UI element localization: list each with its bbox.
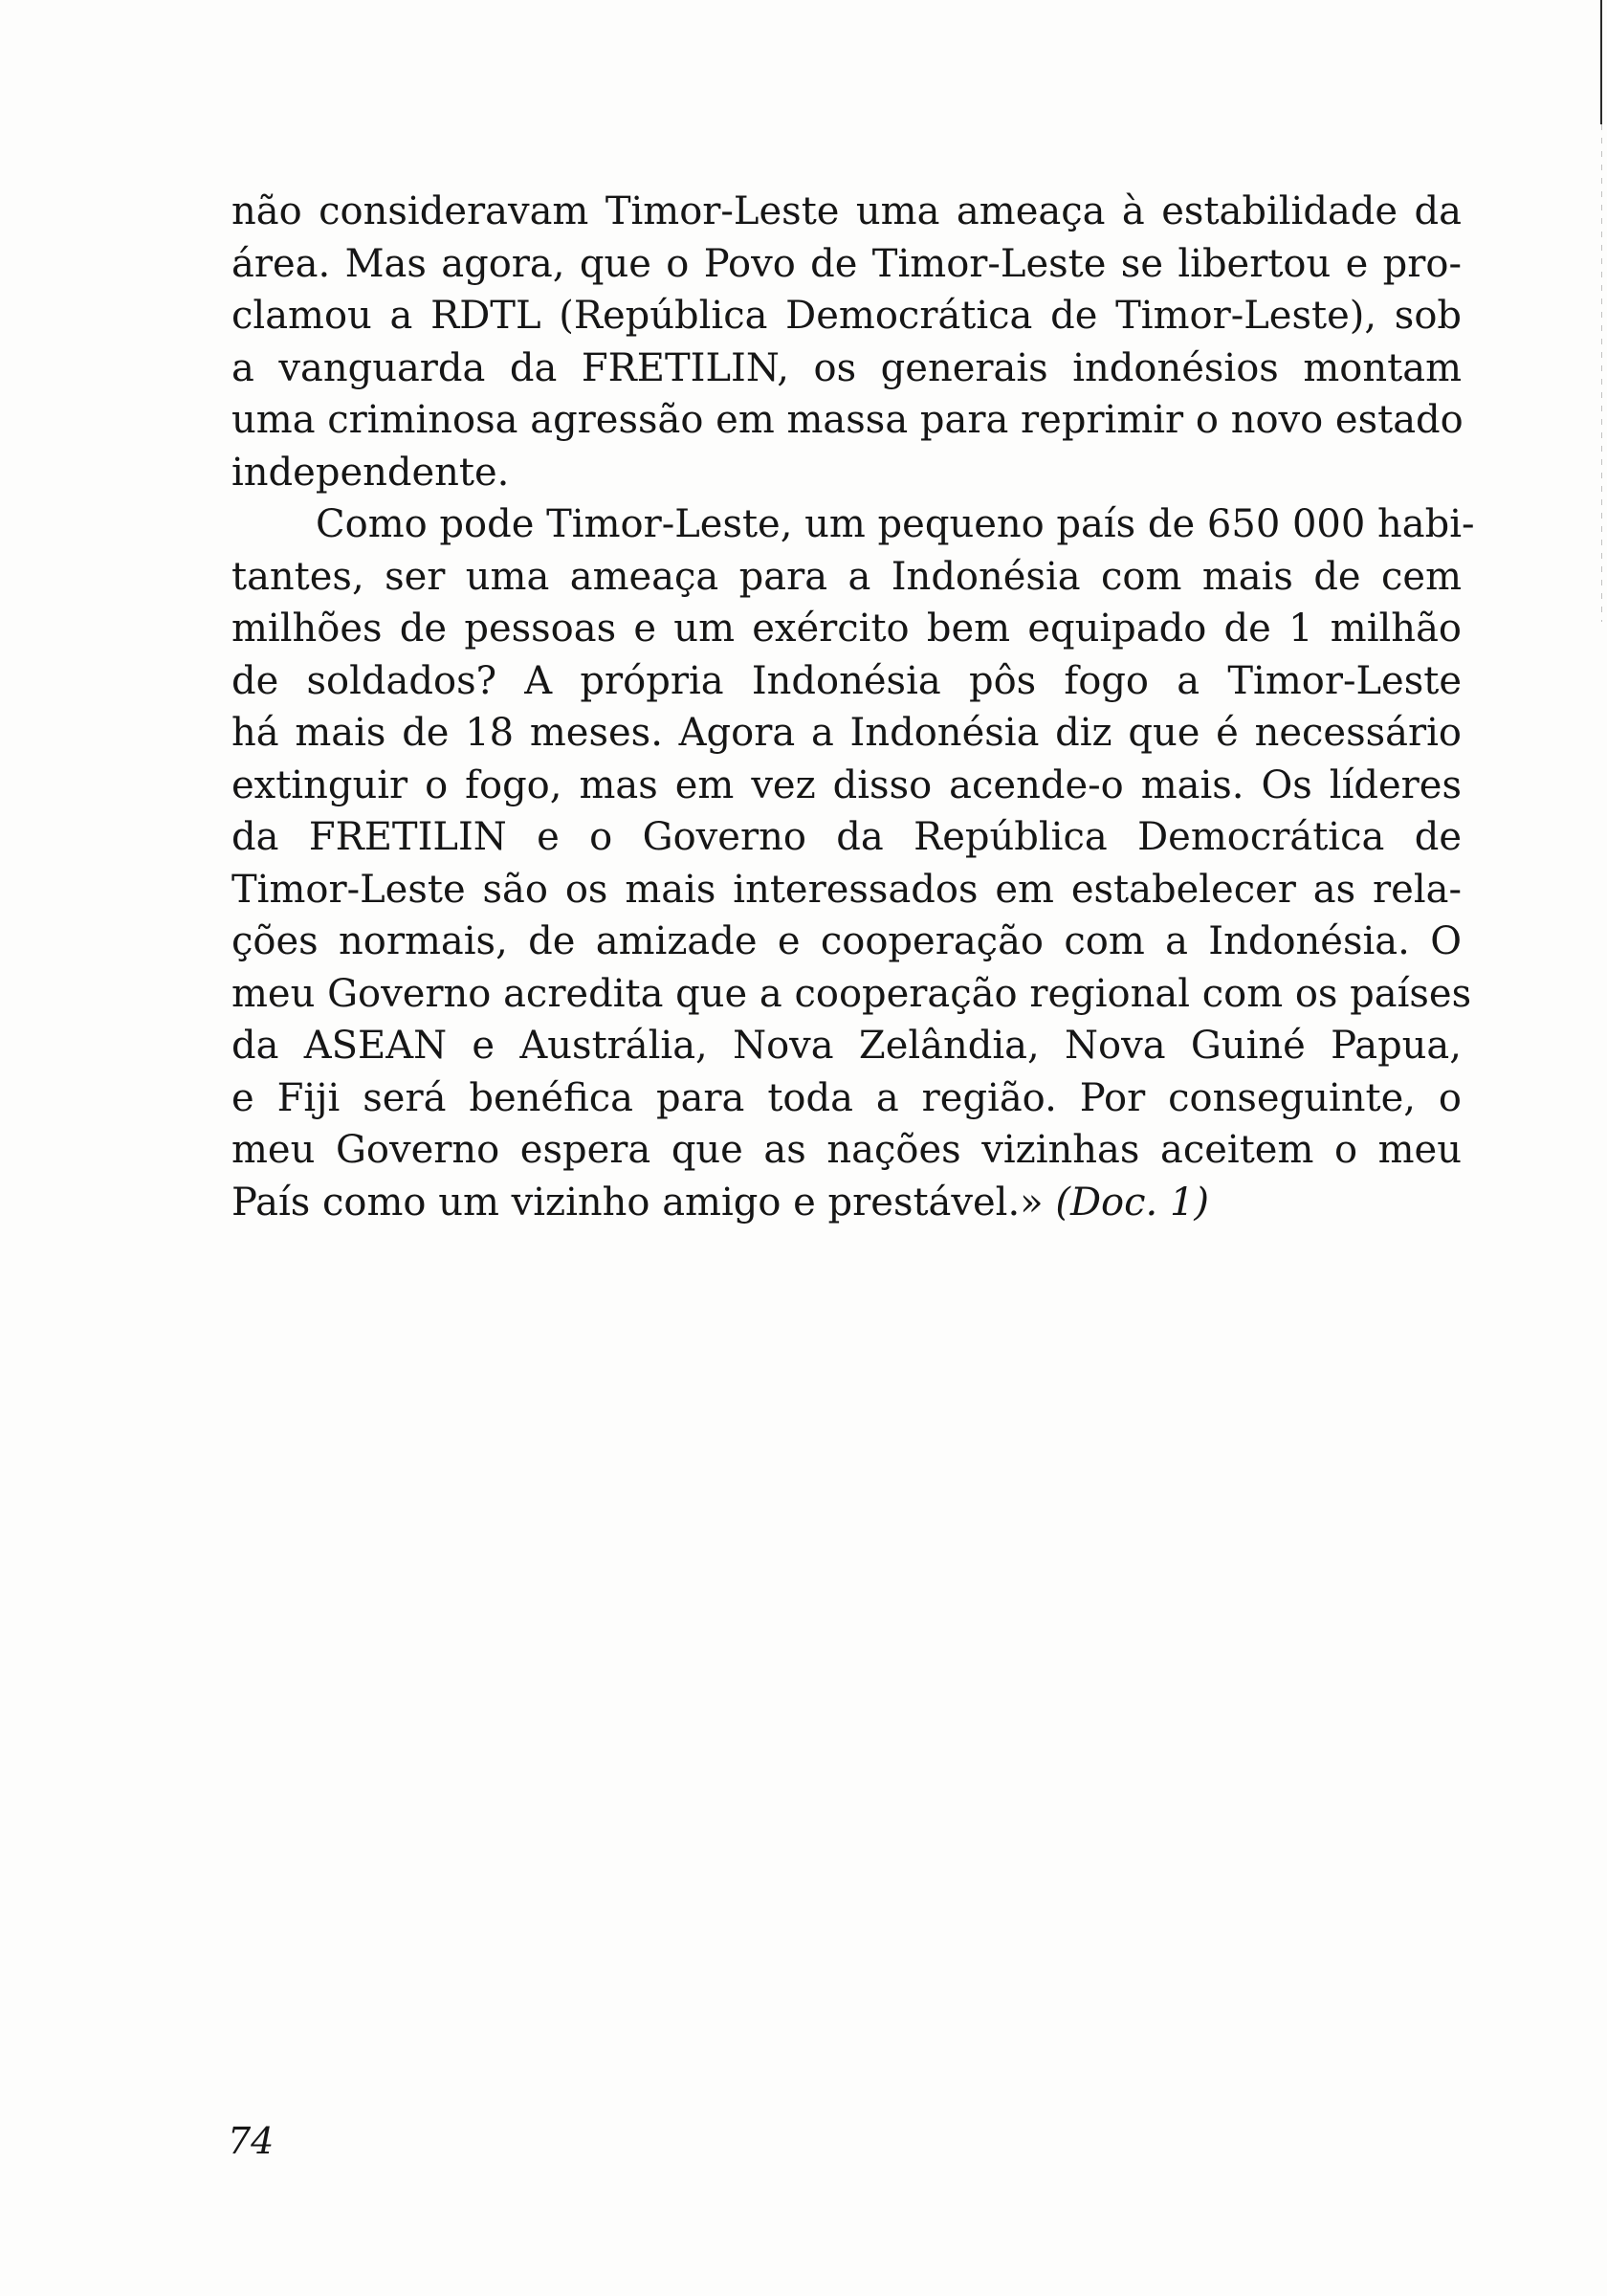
page-edge-shadow: [1601, 124, 1602, 622]
page-number: 74: [228, 2120, 275, 2162]
text-line: clamou a RDTL (República Democrática de Timor-Leste), sob: [231, 294, 1462, 338]
text-line: milhões de pessoas e um exército bem equipado de 1 milhão: [231, 607, 1462, 651]
text-line: da FRETILIN e o Governo da República Democrática de: [231, 815, 1462, 859]
text-line: independente.: [231, 450, 510, 495]
text-line: tantes, ser uma ameaça para a Indonésia com mais de cem: [231, 554, 1462, 599]
text-line: da ASEAN e Austrália, Nova Zelândia, Nova Guiné Papua,: [231, 1024, 1462, 1068]
text-line: extinguir o fogo, mas em vez disso acende-o mais. Os líderes: [231, 762, 1462, 807]
text-line-final: [231, 1177, 1462, 1229]
text-line: há mais de 18 meses. Agora a Indonésia diz que é necessário: [231, 711, 1462, 755]
text-line: a vanguarda da FRETILIN, os generais indonésios montam: [231, 345, 1462, 390]
text-line: meu Governo espera que as nações vizinhas aceitem o meu: [231, 1128, 1462, 1172]
body-text: [231, 186, 1475, 1228]
text-line: uma criminosa agressão em massa para reprimir o novo estado: [231, 398, 1464, 442]
text-line: área. Mas agora, que o Povo de Timor-Leste se libertou e pro-: [231, 241, 1462, 286]
page-edge-mark: [1600, 0, 1602, 124]
document-citation: (Doc. 1): [1055, 1180, 1210, 1225]
text-line: meu Governo acredita que a cooperação regional com os países: [231, 971, 1472, 1016]
text-line: de soldados? A própria Indonésia pôs fogo a Timor-Leste: [231, 658, 1462, 703]
quote-end-text: País como um vizinho amigo e prestável.»: [231, 1180, 1044, 1225]
text-line: Como pode Timor-Leste, um pequeno país de 650 000 habi-: [316, 502, 1475, 546]
text-line: Timor-Leste são os mais interessados em estabelecer as rela-: [231, 867, 1462, 912]
text-line: ções normais, de amizade e cooperação com a Indonésia. O: [231, 919, 1462, 963]
text-line: e Fiji será benéfica para toda a região. Por conseguinte, o: [231, 1075, 1462, 1120]
text-line: não consideravam Timor-Leste uma ameaça à estabilidade da: [231, 189, 1462, 233]
